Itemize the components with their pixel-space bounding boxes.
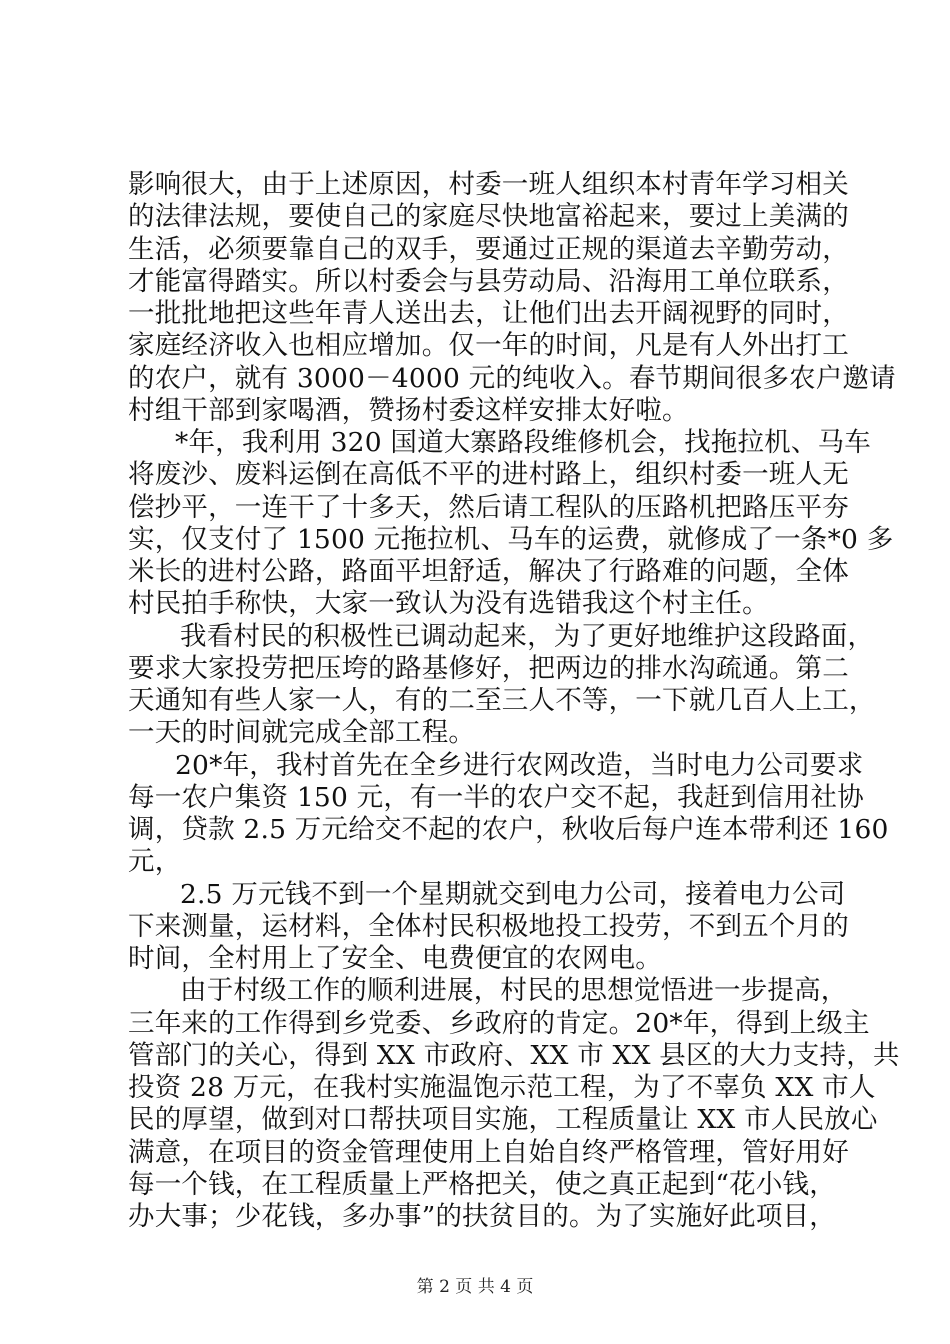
body-line: 才能富得踏实。所以村委会与县劳动局、沿海用工单位联系，	[128, 266, 849, 297]
paragraph-start: *年，我利用 320 国道大寨路段维修机会，找拖拉机、马车	[175, 427, 871, 458]
body-line: 天通知有些人家一人，有的二至三人不等，一下就几百人上工，	[128, 685, 876, 716]
body-line: 要求大家投劳把压垮的路基修好，把两边的排水沟疏通。第二	[128, 653, 849, 684]
body-line: 家庭经济收入也相应增加。仅一年的时间，凡是有人外出打工	[128, 330, 849, 361]
body-line: 的法律法规，要使自己的家庭尽快地富裕起来，要过上美满的	[128, 201, 849, 232]
body-line: 管部门的关心，得到 XX 市政府、XX 市 XX 县区的大力支持，共	[128, 1040, 900, 1071]
paragraph-start: 20*年，我村首先在全乡进行农网改造，当时电力公司要求	[175, 750, 864, 781]
page-footer: 第 2 页 共 4 页	[416, 1277, 534, 1297]
body-line: 一天的时间就完成全部工程。	[128, 717, 476, 748]
body-line: 元，	[128, 846, 182, 877]
body-line: 每一农户集资 150 元，有一半的农户交不起，我赶到信用社协	[128, 782, 864, 813]
paragraph-start: 我看村民的积极性已调动起来，为了更好地维护这段路面，	[180, 621, 875, 652]
body-line: 村组干部到家喝酒，赞扬村委这样安排太好啦。	[128, 395, 689, 426]
body-line: 满意，在项目的资金管理使用上自始自终严格管理，管好用好	[128, 1137, 849, 1168]
body-line: 调，贷款 2.5 万元给交不起的农户，秋收后每户连本带利还 160	[128, 814, 889, 845]
body-line: 投资 28 万元，在我村实施温饱示范工程，为了不辜负 XX 市人	[128, 1072, 876, 1103]
body-line: 偿抄平，一连干了十多天，然后请工程队的压路机把路压平夯	[128, 492, 849, 523]
body-line: 三年来的工作得到乡党委、乡政府的肯定。20*年，得到上级主	[128, 1008, 870, 1039]
body-line: 下来测量，运材料，全体村民积极地投工投劳，不到五个月的	[128, 911, 849, 942]
body-line: 办大事；少花钱，多办事”的扶贫目的。为了实施好此项目，	[128, 1201, 836, 1232]
body-line: 时间，全村用上了安全、电费便宜的农网电。	[128, 943, 662, 974]
body-line: 影响很大，由于上述原因，村委一班人组织本村青年学习相关	[128, 169, 849, 200]
body-line: 村民拍手称快，大家一致认为没有选错我这个村主任。	[128, 588, 769, 619]
body-line: 将废沙、废料运倒在高低不平的进村路上，组织村委一班人无	[128, 459, 849, 490]
paragraph-start: 2.5 万元钱不到一个星期就交到电力公司，接着电力公司	[180, 879, 846, 910]
body-line: 的农户，就有 3000－4000 元的纯收入。春节期间很多农户邀请	[128, 363, 896, 394]
body-line: 生活，必须要靠自己的双手，要通过正规的渠道去辛勤劳动，	[128, 234, 849, 265]
body-line: 民的厚望，做到对口帮扶项目实施，工程质量让 XX 市人民放心	[128, 1104, 878, 1135]
body-line: 实，仅支付了 1500 元拖拉机、马车的运费，就修成了一条*0 多	[128, 524, 894, 555]
paragraph-start: 由于村级工作的顺利进展，村民的思想觉悟进一步提高，	[180, 975, 848, 1006]
body-line: 一批批地把这些年青人送出去，让他们出去开阔视野的同时，	[128, 298, 849, 329]
body-line: 每一个钱，在工程质量上严格把关，使之真正起到“花小钱，	[128, 1169, 836, 1200]
body-line: 米长的进村公路，路面平坦舒适，解决了行路难的问题，全体	[128, 556, 849, 587]
